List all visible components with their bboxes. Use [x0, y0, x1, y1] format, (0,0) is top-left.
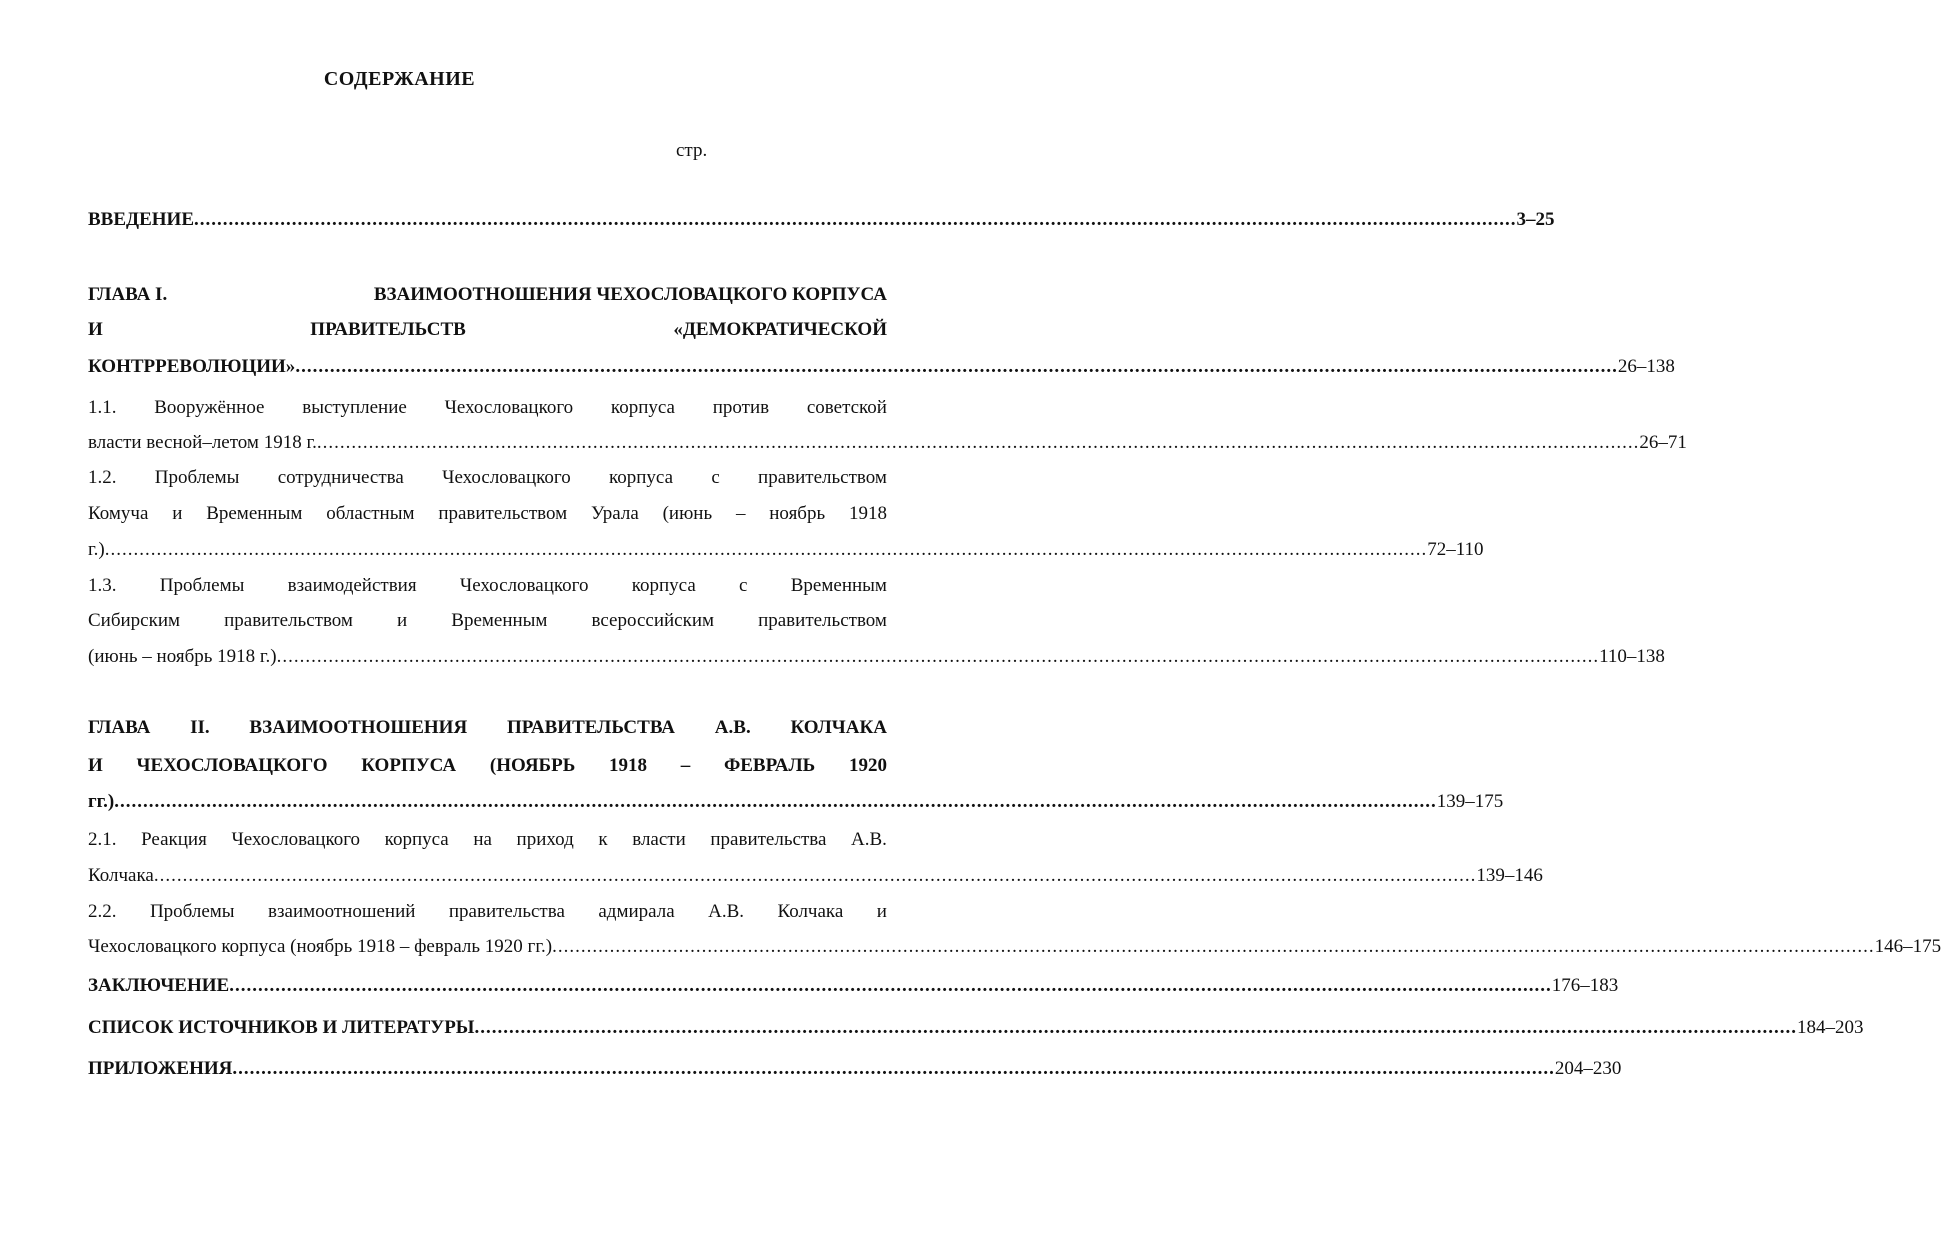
word: Чехословацкого	[459, 575, 589, 596]
toc-leader	[277, 645, 1600, 669]
word: II.	[190, 717, 210, 738]
word: Чехословацкого	[442, 467, 571, 488]
chapter1-heading-line2	[88, 318, 887, 342]
toc-label: (июнь – ноябрь 1918 г.)	[88, 646, 277, 667]
toc-pages: 176–183	[1551, 975, 1619, 996]
word: Колчака	[777, 901, 844, 922]
word: правительством	[758, 467, 887, 488]
word: с	[711, 467, 720, 488]
toc-pages: 26–71	[1639, 432, 1687, 453]
word: правительством	[224, 610, 353, 631]
section-2-2-line1	[88, 900, 887, 924]
word: правительства	[448, 901, 565, 922]
toc-entry-conclusion	[88, 974, 1619, 998]
word: ФЕВРАЛЬ	[723, 755, 816, 776]
word: (июнь	[662, 503, 713, 524]
toc-pages: 26–138	[1617, 356, 1675, 377]
chapter1-heading-line1	[88, 283, 887, 307]
toc-leader	[105, 538, 1428, 562]
word: «ДЕМОКРАТИЧЕСКОЙ	[673, 319, 887, 340]
word: Временным	[451, 610, 548, 631]
word: А.В.	[851, 829, 887, 850]
toc-pages: 146–175	[1874, 936, 1941, 957]
toc-label: Чехословацкого корпуса (ноябрь 1918 – февраль 1920 гг.)	[88, 936, 553, 957]
word: сотрудничества	[277, 467, 404, 488]
word: ГЛАВА	[88, 717, 151, 738]
toc-pages: 3–25	[1516, 209, 1555, 230]
word: Временным	[790, 575, 887, 596]
word: и	[397, 610, 408, 631]
toc-label: власти весной–летом 1918 г.	[88, 432, 317, 453]
word: власти	[632, 829, 686, 850]
toc-leader	[474, 1016, 1797, 1040]
toc-pages: 110–138	[1599, 646, 1665, 667]
toc-leader	[552, 935, 1875, 959]
word: всероссийским	[591, 610, 715, 631]
word: (НОЯБРЬ	[489, 755, 576, 776]
toc-entry-section-1-1	[88, 431, 1687, 455]
word: И	[88, 319, 103, 340]
word: 1.2.	[88, 467, 117, 488]
word: правительством	[758, 610, 887, 631]
section-1-3-line2	[88, 609, 887, 633]
toc-entry-chapter2	[88, 790, 1504, 814]
word: взаимоотношений	[268, 901, 416, 922]
word: ВЗАИМООТНОШЕНИЯ	[249, 717, 468, 738]
word: корпуса	[384, 829, 449, 850]
toc-entry-intro	[88, 208, 1555, 232]
word: 1.1.	[88, 397, 117, 418]
word: правительством	[438, 503, 568, 524]
word: взаимодействия	[287, 575, 417, 596]
word: с	[739, 575, 748, 596]
word: А.В.	[714, 717, 751, 738]
word: корпуса	[609, 467, 674, 488]
toc-pages: 139–175	[1436, 791, 1504, 812]
word: Чехословацкого	[444, 397, 574, 418]
toc-leader	[232, 1057, 1555, 1081]
word: к	[598, 829, 608, 850]
word: ГЛАВА I.	[88, 284, 168, 305]
word: Сибирским	[88, 610, 181, 631]
page-column-label: стр.	[676, 140, 708, 161]
word: КОРПУСА	[361, 755, 457, 776]
word: КОЛЧАКА	[790, 717, 887, 738]
word: ПРАВИТЕЛЬСТВА	[506, 717, 676, 738]
toc-label: СПИСОК ИСТОЧНИКОВ И ЛИТЕРАТУРЫ	[88, 1017, 475, 1038]
toc-pages: 139–146	[1476, 865, 1543, 886]
word: областным	[326, 503, 415, 524]
word: 1918	[609, 755, 647, 776]
toc-leader	[114, 790, 1437, 814]
toc-entry-chapter1	[88, 355, 1675, 379]
toc-entry-section-1-2	[88, 538, 1484, 562]
word: правительства	[710, 829, 827, 850]
section-1-2-line1	[88, 466, 887, 490]
word: Вооружённое	[154, 397, 265, 418]
word: 2.2.	[88, 901, 117, 922]
word: выступление	[302, 397, 407, 418]
toc-leader	[194, 208, 1517, 232]
word: 1918	[848, 503, 887, 524]
word: на	[473, 829, 492, 850]
chapter2-heading-line2	[88, 754, 887, 778]
section-1-1-line1	[88, 396, 887, 420]
word: Чехословацкого	[231, 829, 361, 850]
word: Проблемы	[154, 467, 240, 488]
word: и	[172, 503, 183, 524]
word: и	[876, 901, 887, 922]
toc-label: ПРИЛОЖЕНИЯ	[88, 1058, 233, 1079]
toc-pages: 184–203	[1796, 1017, 1864, 1038]
word: ноябрь	[769, 503, 826, 524]
word: Комуча	[88, 503, 149, 524]
toc-label: г.)	[88, 539, 105, 560]
word: ЧЕХОСЛОВАЦКОГО	[136, 755, 328, 776]
toc-label: ЗАКЛЮЧЕНИЕ	[88, 975, 230, 996]
toc-label: ВВЕДЕНИЕ	[88, 209, 194, 230]
word: Временным	[206, 503, 303, 524]
word: –	[680, 755, 691, 776]
word: адмирала	[598, 901, 675, 922]
page-title: СОДЕРЖАНИЕ	[323, 68, 476, 90]
toc-label: КОНТРРЕВОЛЮЦИИ»	[88, 356, 296, 377]
toc-label: гг.)	[88, 791, 115, 812]
toc-leader	[295, 355, 1618, 379]
word: против	[712, 397, 770, 418]
section-1-3-line1	[88, 574, 887, 598]
word: советской	[806, 397, 887, 418]
toc-entry-appendix	[88, 1057, 1622, 1081]
word: А.В.	[708, 901, 745, 922]
toc-pages: 72–110	[1427, 539, 1484, 560]
section-2-1-line1	[88, 828, 887, 852]
word: 1920	[848, 755, 887, 776]
word: ПРАВИТЕЛЬСТВ	[310, 319, 466, 340]
word: ВЗАИМООТНОШЕНИЯ ЧЕХОСЛОВАЦКОГО КОРПУСА	[373, 284, 887, 305]
chapter2-heading-line1	[88, 716, 887, 740]
word: корпуса	[631, 575, 696, 596]
toc-entry-section-2-2	[88, 935, 1941, 959]
toc-entry-sources	[88, 1016, 1864, 1040]
toc-leader	[317, 431, 1640, 455]
word: корпуса	[610, 397, 675, 418]
word: И	[88, 755, 103, 776]
word: 2.1.	[88, 829, 117, 850]
word: Проблемы	[159, 575, 245, 596]
word: –	[735, 503, 746, 524]
word: Урала	[591, 503, 639, 524]
word: Реакция	[141, 829, 207, 850]
section-1-2-line2	[88, 502, 887, 526]
word: приход	[516, 829, 574, 850]
toc-entry-section-2-1	[88, 864, 1543, 888]
toc-entry-section-1-3	[88, 645, 1665, 669]
toc-leader	[229, 974, 1552, 998]
toc-leader	[154, 864, 1477, 888]
toc-pages: 204–230	[1554, 1058, 1622, 1079]
word: 1.3.	[88, 575, 117, 596]
toc-label: Колчака	[88, 865, 154, 886]
word: Проблемы	[149, 901, 235, 922]
